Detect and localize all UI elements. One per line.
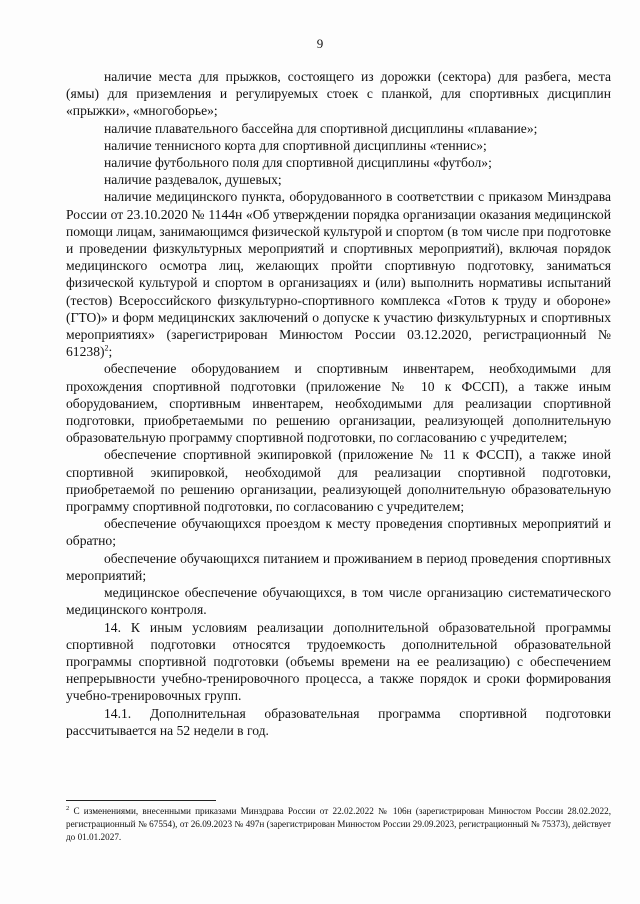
paragraph-football-field: наличие футбольного поля для спортивной дисциплины «футбол»; [104, 155, 492, 171]
footnote-text: С изменениями, внесенными приказами Минздрава России от 22.02.2022 № 106н (зарегистрирован Минюстом России 28.02.2022, регистрационный № 67554), от 26.09.2023 № 497н (зарегистрирован Минюстом России 29.09.2023, регистрационный № 75373), действует до 01.01.2027. [66, 806, 611, 842]
footnote-marker: 2 [66, 804, 70, 812]
paragraph-section-14: 14. К иным условиям реализации дополнительной образовательной программы спортивной подготовки относятся трудоемкость дополнительной образовательной программы спортивной подготовки (объемы времени на ее реализацию) с обеспечением непрерывности учебно-тренировочного процесса, а также порядок и сроки формирования учебно-тренировочных групп. [66, 619, 611, 704]
paragraph-travel: обеспечение обучающихся проездом к месту проведения спортивных мероприятий и обратно; [66, 516, 611, 549]
footnote-reference-tail: ; [108, 344, 113, 360]
footnote-reference: 2 [104, 343, 109, 353]
paragraph-sports-gear: обеспечение спортивной экипировкой (приложение № 11 к ФССП), а также иной спортивной экипировкой, необходимой для реализации спортивной подготовки, приобретаемой по решению организации, реализующей дополнительную образовательную программу спортивной подготовки, по согласованию с учредителем; [66, 447, 611, 515]
paragraph-section-14-1: 14.1. Дополнительная образовательная программа спортивной подготовки рассчитывается на 52 недели в год. [66, 705, 611, 738]
paragraph-jump-area: наличие места для прыжков, состоящего из дорожки (сектора) для разбега, места (ямы) для приземления и регулируемых стоек с планкой, для спортивных дисциплин «прыжки», «многоборье»; [66, 69, 611, 119]
page-number: 9 [316, 36, 324, 51]
paragraph-tennis-court: наличие теннисного корта для спортивной дисциплины «теннис»; [104, 137, 487, 153]
document-body [66, 68, 611, 739]
paragraph-equipment: обеспечение оборудованием и спортивным инвентарем, необходимыми для прохождения спортивной подготовки (приложение № 10 к ФССП), а также иным оборудованием, спортивным инвентарем, необходимыми для реализации спортивной подготовки, приобретаемыми по решению организации, реализующей дополнительную образовательную программу спортивной подготовки, по согласованию с учредителем; [66, 361, 611, 446]
medical-point-text: наличие медицинского пункта, оборудованного в соответствии с приказом Минздрава России от 23.10.2020 № 1144н «Об утверждении порядка организации оказания медицинской помощи лицам, занимающимся физической культурой и спортом (в том числе при подготовке и проведении физкультурных мероприятий и спортивных мероприятий), включая порядок медицинского осмотра лиц, желающих пройти спортивную подготовку, заниматься физической культурой и спортом в организациях и (или) выполнить нормативы испытаний (тестов) Всероссийского физкультурно-спортивного комплекса «Готов к труду и обороне» (ГТО)» и форм медицинских заключений о допуске к участию физкультурных и спортивных мероприятиях» (зарегистрирован Минюстом России 03.12.2020, регистрационный № 61238) [66, 189, 611, 360]
paragraph-swimming-pool: наличие плавательного бассейна для спортивной дисциплины «плавание»; [104, 120, 538, 136]
paragraph-meals-lodging: обеспечение обучающихся питанием и проживанием в период проведения спортивных мероприятий; [66, 550, 611, 583]
paragraph-medical-support: медицинское обеспечение обучающихся, в том числе организацию систематического медицинского контроля. [66, 585, 611, 618]
footnote-divider [66, 800, 216, 801]
footnote [66, 805, 611, 844]
paragraph-medical-point [66, 188, 611, 360]
paragraph-changing-rooms: наличие раздевалок, душевых; [104, 172, 282, 188]
